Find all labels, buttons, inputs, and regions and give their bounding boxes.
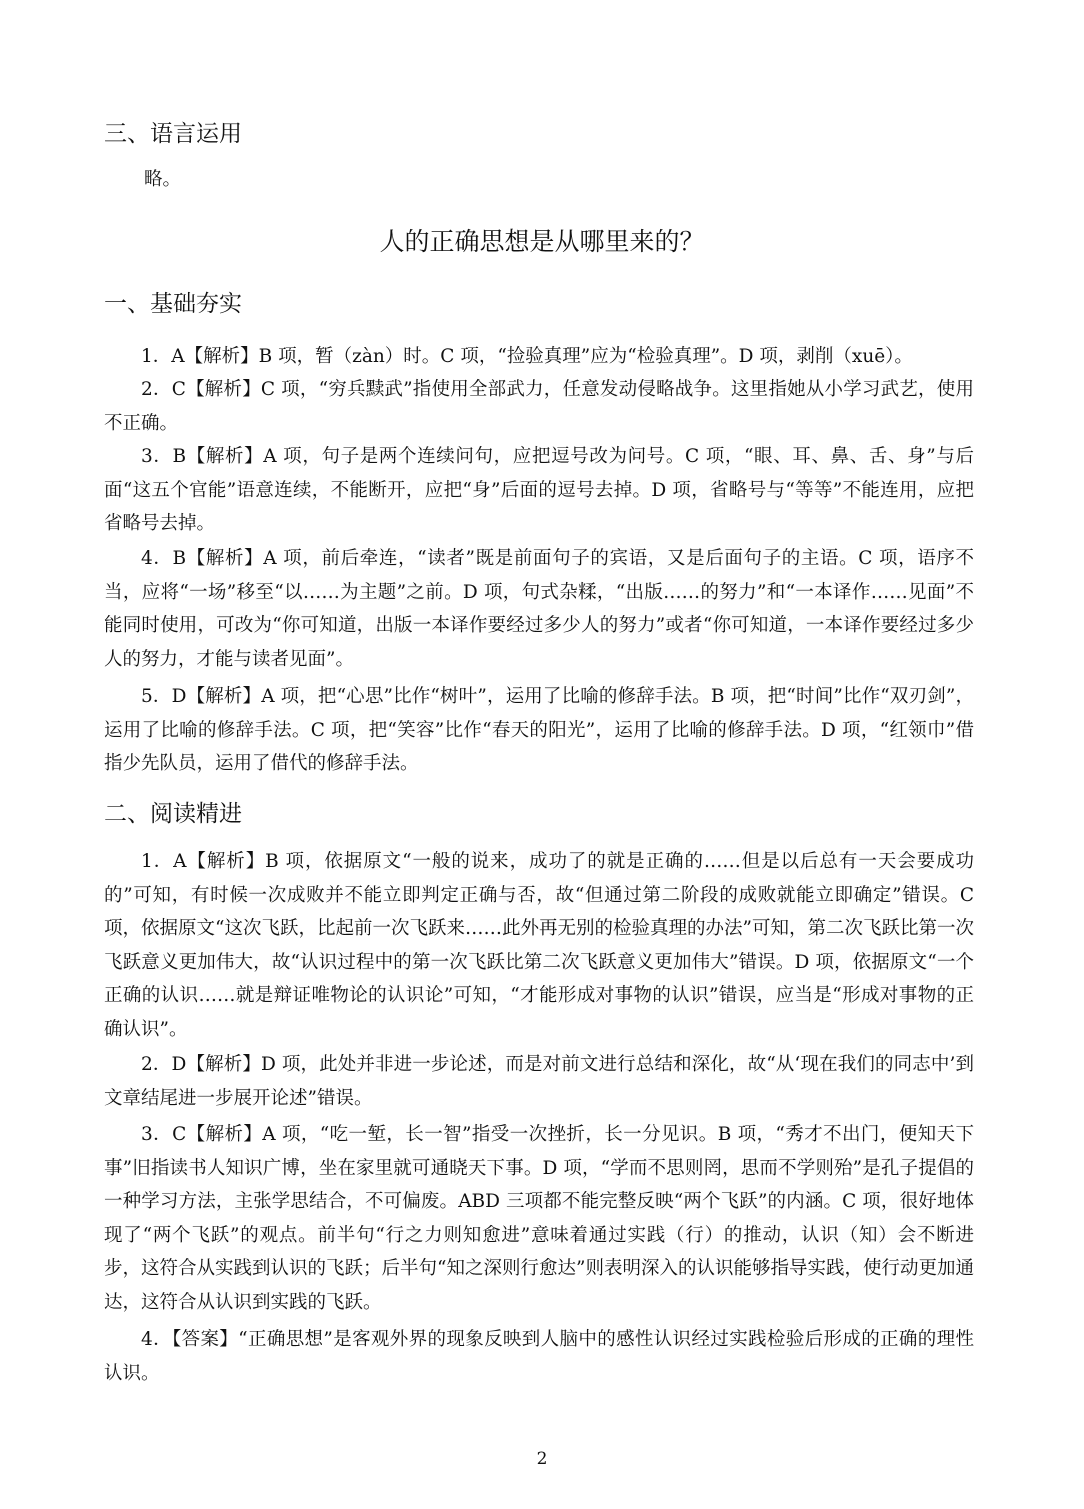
- section-heading-basic: 一、基础夯实: [104, 291, 242, 317]
- page-number: 2: [536, 1449, 548, 1469]
- section-heading-reading: 二、阅读精进: [104, 801, 242, 827]
- section-heading-language-use: 三、语言运用: [104, 121, 242, 147]
- basic-answer-2: 2．C【解析】C 项，“穷兵黩武”指使用全部武力，任意发动侵略战争。这里指她从小学习武艺，使用不正确。: [104, 379, 974, 434]
- basic-answer-4: 4．B【解析】A 项，前后牵连，“读者”既是前面句子的宾语，又是后面句子的主语。C 项，语序不当，应将“一场”移至“以……为主题”之前。D 项，句式杂糅，“出版……的努力”和“一本译作……见面”不能同时使用，可改为“你可知道，出版一本译作要经过多少人的努力”或者“你可知道，一本译作要经过多少人的努力，才能与读者见面”。: [104, 548, 974, 670]
- basic-answer-3: 3．B【解析】A 项，句子是两个连续问句，应把逗号改为问号。C 项，“眼、耳、鼻、舌、身”与后面“这五个官能”语意连续，不能断开，应把“身”后面的逗号去掉。D 项，省略号与“等等”不能连用，应把省略号去掉。: [104, 446, 974, 534]
- article-title: 人的正确思想是从哪里来的？: [379, 227, 705, 256]
- basic-answer-1: 1．A【解析】B 项，暂（zàn）时。C 项，“捡验真理”应为“检验真理”。D 项，剥削（xuē）。: [141, 346, 913, 367]
- basic-answer-5: 5．D【解析】A 项，把“心思”比作“树叶”，运用了比喻的修辞手法。B 项，把“时间”比作“双刃剑”，运用了比喻的修辞手法。C 项，把“笑容”比作“春天的阳光”，运用了比喻的修辞手法。D 项，“红领巾”借指少先队员，运用了借代的修辞手法。: [104, 686, 974, 774]
- section-text-omitted: 略。: [144, 169, 182, 190]
- reading-answer-2: 2．D【解析】D 项，此处并非进一步论述，而是对前文进行总结和深化，故“从‘现在我们的同志中’到文章结尾进一步展开论述”错误。: [104, 1054, 974, 1109]
- reading-answer-1: 1．A【解析】B 项，依据原文“一般的说来，成功了的就是正确的……但是以后总有一天会要成功的”可知，有时候一次成败并不能立即判定正确与否，故“但通过第二阶段的成败就能立即确定”错误。C 项，依据原文“这次飞跃，比起前一次飞跃来……此外再无别的检验真理的办法”可知，第二次飞跃比第一次飞跃意义更加伟大，故“认识过程中的第一次飞跃比第二次飞跃意义更加伟大”错误。D 项，依据原文“一个正确的认识……就是辩证唯物论的认识论”可知，“才能形成对事物的认识”错误，应当是“形成对事物的正确认识”。: [104, 851, 974, 1040]
- reading-answer-3: 3．C【解析】A 项，“吃一堑，长一智”指受一次挫折，长一分见识。B 项，“秀才不出门，便知天下事”旧指读书人知识广博，坐在家里就可通晓天下事。D 项，“学而不思则罔，思而不学则殆”是孔子提倡的一种学习方法，主张学思结合，不可偏废。ABD 三项都不能完整反映“两个飞跃”的内涵。C 项，很好地体现了“两个飞跃”的观点。前半句“行之力则知愈进”意味着通过实践（行）的推动，认识（知）会不断进步，这符合从实践到认识的飞跃；后半句“知之深则行愈达”则表明深入的认识能够指导实践，使行动更加通达，这符合从认识到实践的飞跃。: [104, 1124, 974, 1313]
- reading-answer-4: 4．【答案】“正确思想”是客观外界的现象反映到人脑中的感性认识经过实践检验后形成的正确的理性认识。: [104, 1329, 974, 1384]
